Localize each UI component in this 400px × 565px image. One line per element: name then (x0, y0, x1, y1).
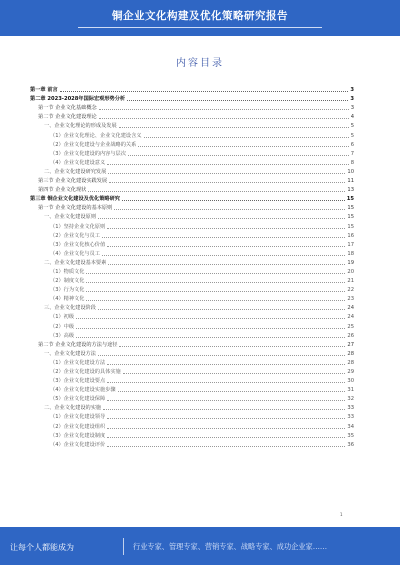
toc-leader-dots (102, 255, 345, 256)
toc-leader-dots (76, 328, 345, 329)
toc-entry[interactable] (30, 248, 354, 257)
toc-entry-label: （1）物质文化 (50, 268, 85, 275)
toc-leader-dots (123, 373, 346, 374)
toc-entry-page: 20 (347, 268, 354, 275)
footer-divider (123, 538, 124, 555)
toc-entry-page: 28 (347, 350, 354, 357)
report-title: 铜企业文化构建及优化策略研究报告 (112, 10, 288, 22)
toc-entry-label: （1）坚持企业文化原则 (50, 223, 106, 230)
toc-entry-label: （2）企业文化与员工 (50, 232, 100, 239)
toc-entry-page: 33 (347, 405, 354, 412)
toc-entry-page: 6 (350, 141, 354, 148)
toc-entry-label: （4）企业文化与员工 (50, 250, 100, 257)
toc-entry-label: （2）制度文化 (50, 278, 85, 285)
toc-entry-label: 第二节 企业文化建设理论 (38, 114, 97, 121)
toc-leader-dots (107, 246, 345, 247)
toc-entry-page: 29 (347, 369, 354, 375)
toc-entry[interactable] (30, 348, 354, 357)
toc-leader-dots (109, 182, 345, 183)
toc-entry[interactable] (30, 102, 354, 111)
toc-entry-label: （5）企业文化建设保障 (50, 396, 106, 403)
toc-entry[interactable] (30, 120, 354, 129)
toc-leader-dots (102, 237, 345, 238)
toc-leader-dots (107, 228, 345, 229)
toc-leader-dots (119, 346, 345, 347)
toc-entry[interactable] (30, 211, 354, 220)
toc-leader-dots (122, 200, 345, 201)
toc-entry[interactable] (30, 320, 354, 329)
toc-entry-page: 5 (350, 132, 354, 139)
toc-entry-page: 24 (347, 305, 354, 312)
toc-entry-page: 16 (347, 232, 354, 239)
toc-entry[interactable] (30, 166, 354, 175)
toc-entry[interactable] (30, 339, 354, 348)
toc-entry-label: 第一节 企业文化建设的基本原则 (38, 205, 113, 212)
toc-entry-label: 第三节 企业文化建设实践发展 (38, 178, 108, 185)
toc-entry-page: 3 (350, 105, 354, 112)
toc-entry[interactable] (30, 393, 354, 402)
toc-entry-label: 二、企业文化建设研究发展 (44, 168, 107, 175)
toc-entry[interactable] (30, 184, 354, 193)
toc-entry-label: （4）精神文化 (50, 296, 85, 303)
toc-entry-page: 27 (347, 341, 354, 348)
toc-entry-page: 32 (347, 396, 354, 403)
toc-leader-dots (99, 118, 349, 119)
toc-entry-label: 第二节 企业文化建设的方法与途径 (38, 341, 118, 348)
footer-banner (0, 527, 400, 565)
toc-entry-label: （1）企业文化建设方法 (50, 359, 106, 366)
report-header (0, 0, 400, 36)
toc-entry[interactable] (30, 175, 354, 184)
toc-entry[interactable] (30, 302, 354, 311)
toc-leader-dots (114, 209, 345, 210)
toc-entry-page: 15 (347, 223, 354, 230)
toc-entry[interactable] (30, 157, 354, 166)
toc-entry[interactable] (30, 402, 354, 411)
toc-leader-dots (118, 391, 346, 392)
toc-entry-label: （4）企业文化建设实施步骤 (50, 387, 116, 394)
toc-entry[interactable] (30, 220, 354, 229)
toc-leader-dots (127, 100, 348, 101)
toc-entry[interactable] (30, 430, 354, 439)
footer-slogan: 让每个人都能成为 (10, 543, 74, 552)
toc-entry-page: 17 (347, 241, 354, 248)
toc-entry-label: （3）企业文化核心价值 (50, 241, 106, 248)
toc-entry[interactable] (30, 93, 354, 102)
toc-entry[interactable] (30, 239, 354, 248)
toc-leader-dots (119, 127, 349, 128)
toc-entry[interactable] (30, 257, 354, 266)
toc-leader-dots (107, 164, 349, 165)
toc-leader-dots (76, 337, 345, 338)
toc-entry-label: （3）高级 (50, 332, 75, 339)
toc-entry[interactable] (30, 284, 354, 293)
toc-entry-label: 二、企业文化建设的实施 (44, 405, 102, 412)
toc-entry-page: 8 (350, 159, 354, 166)
toc-entry-label: （3）企业文化建设制度 (50, 432, 106, 439)
toc-entry[interactable] (30, 148, 354, 157)
toc-entry-label: （4）企业文化建设评价 (50, 441, 106, 448)
toc-leader-dots (86, 282, 345, 283)
toc-entry[interactable] (30, 311, 354, 320)
toc-leader-dots (107, 400, 345, 401)
toc-leader-dots (99, 109, 349, 110)
toc-leader-dots (107, 437, 345, 438)
page-number: 1 (340, 512, 343, 517)
toc-entry-page: 7 (350, 150, 354, 157)
toc-entry[interactable] (30, 420, 354, 429)
toc-entry-page: 3 (350, 96, 354, 103)
footer-tagline: 行业专家、管理专家、营销专家、战略专家、成功企业家…… (133, 542, 328, 551)
toc-leader-dots (107, 382, 345, 383)
toc-leader-dots (98, 309, 346, 310)
toc-leader-dots (107, 446, 345, 447)
toc-entry-page: 18 (347, 250, 354, 257)
toc-entry-page: 4 (350, 114, 354, 121)
toc-entry-page: 25 (347, 323, 354, 330)
toc-entry-label: （3）行为文化 (50, 287, 85, 294)
toc-entry-page: 11 (347, 178, 354, 185)
toc-entry-page: 26 (347, 332, 354, 339)
toc-entry-label: 一、企业文化建设方法 (44, 350, 96, 357)
toc-entry[interactable] (30, 357, 354, 366)
toc-entry-page: 23 (347, 296, 354, 303)
toc-leader-dots (98, 355, 346, 356)
toc-entry-label: （3）企业文化建设要点 (50, 378, 106, 385)
toc-entry-label: 第三章 铜企业文化建设及优化策略研究 (30, 196, 120, 203)
toc-leader-dots (86, 291, 345, 292)
toc-entry-page: 34 (347, 423, 354, 430)
toc-entry-page: 33 (347, 414, 354, 421)
toc-entry-label: （1）初级 (50, 314, 75, 321)
toc-entry-label: 第一节 企业文化基础概念 (38, 105, 97, 112)
toc-entry-page: 36 (347, 441, 354, 448)
toc-entry[interactable] (30, 439, 354, 448)
toc-entry-label: （2）企业文化建设的具体实施 (50, 369, 121, 375)
toc-entry-page: 15 (347, 205, 354, 212)
toc-entry-page: 24 (347, 314, 354, 321)
toc-leader-dots (108, 173, 345, 174)
toc-leader-dots (107, 428, 345, 429)
toc-entry-page: 30 (347, 378, 354, 385)
toc-entry-page: 35 (347, 432, 354, 439)
toc-entry-label: （2）中级 (50, 323, 75, 330)
toc-entry-page: 3 (350, 87, 354, 94)
toc-entry[interactable] (30, 139, 354, 148)
toc-entry-page: 31 (347, 387, 354, 394)
toc-entry-page: 19 (347, 259, 354, 266)
toc-leader-dots (107, 418, 345, 419)
toc-entry-page: 15 (346, 196, 354, 203)
toc-entry[interactable] (30, 230, 354, 239)
toc-entry-label: 一、企业文化理论的形成及发展 (44, 123, 117, 130)
toc-entry-page: 13 (347, 187, 354, 194)
toc-leader-dots (128, 155, 349, 156)
toc-leader-dots (144, 137, 349, 138)
toc-entry[interactable] (30, 266, 354, 275)
toc-heading: 内容目录 (176, 58, 224, 69)
toc-entry-label: （1）企业文化建设领导 (50, 414, 106, 421)
toc-entry-label: 一、企业文化建设原则 (44, 214, 96, 221)
toc-entry[interactable] (30, 330, 354, 339)
toc-entry[interactable] (30, 202, 354, 211)
toc-leader-dots (98, 218, 346, 219)
toc-entry[interactable] (30, 375, 354, 384)
title-underline (78, 27, 322, 28)
toc-leader-dots (60, 91, 349, 92)
toc-entry[interactable] (30, 84, 354, 93)
toc-leader-dots (103, 409, 345, 410)
toc-entry[interactable] (30, 366, 354, 375)
toc-leader-dots (138, 146, 348, 147)
toc-entry[interactable] (30, 293, 354, 302)
toc-entry-label: （3）企业文化建设的内容与层次 (50, 150, 126, 157)
toc-leader-dots (107, 364, 345, 365)
toc-entry[interactable] (30, 275, 354, 284)
toc-entry-label: （2）企业文化建设组织 (50, 423, 106, 430)
toc-entry-page: 15 (347, 214, 354, 221)
toc-entry-page: 28 (347, 359, 354, 366)
toc-entry-label: （2）企业文化建设与企业战略的关系 (50, 141, 137, 148)
toc-entry-label: 第四节 企业文化现状 (38, 187, 87, 194)
toc-leader-dots (88, 191, 345, 192)
toc-leader-dots (108, 264, 345, 265)
table-of-contents (30, 84, 354, 448)
toc-entry[interactable] (30, 384, 354, 393)
toc-entry[interactable] (30, 129, 354, 138)
toc-entry-page: 21 (347, 278, 354, 285)
toc-entry-label: 三、企业文化建设阶段 (44, 305, 96, 312)
toc-entry-page: 5 (350, 123, 354, 130)
toc-entry-label: （1）企业文化理论、企业文化建设含义 (50, 132, 142, 139)
toc-entry[interactable] (30, 111, 354, 120)
toc-entry[interactable] (30, 411, 354, 420)
toc-entry-label: 第一章 前言 (30, 87, 58, 94)
toc-entry-page: 22 (347, 287, 354, 294)
toc-leader-dots (76, 318, 345, 319)
toc-leader-dots (86, 273, 345, 274)
toc-entry[interactable] (30, 193, 354, 202)
toc-entry-label: （4）企业文化建设意义 (50, 159, 106, 166)
toc-leader-dots (86, 300, 345, 301)
toc-entry-label: 第二章 2023-2028年国际宏观形势分析 (30, 96, 126, 103)
toc-entry-page: 10 (347, 168, 354, 175)
toc-entry-label: 二、企业文化建设基本要素 (44, 259, 107, 266)
